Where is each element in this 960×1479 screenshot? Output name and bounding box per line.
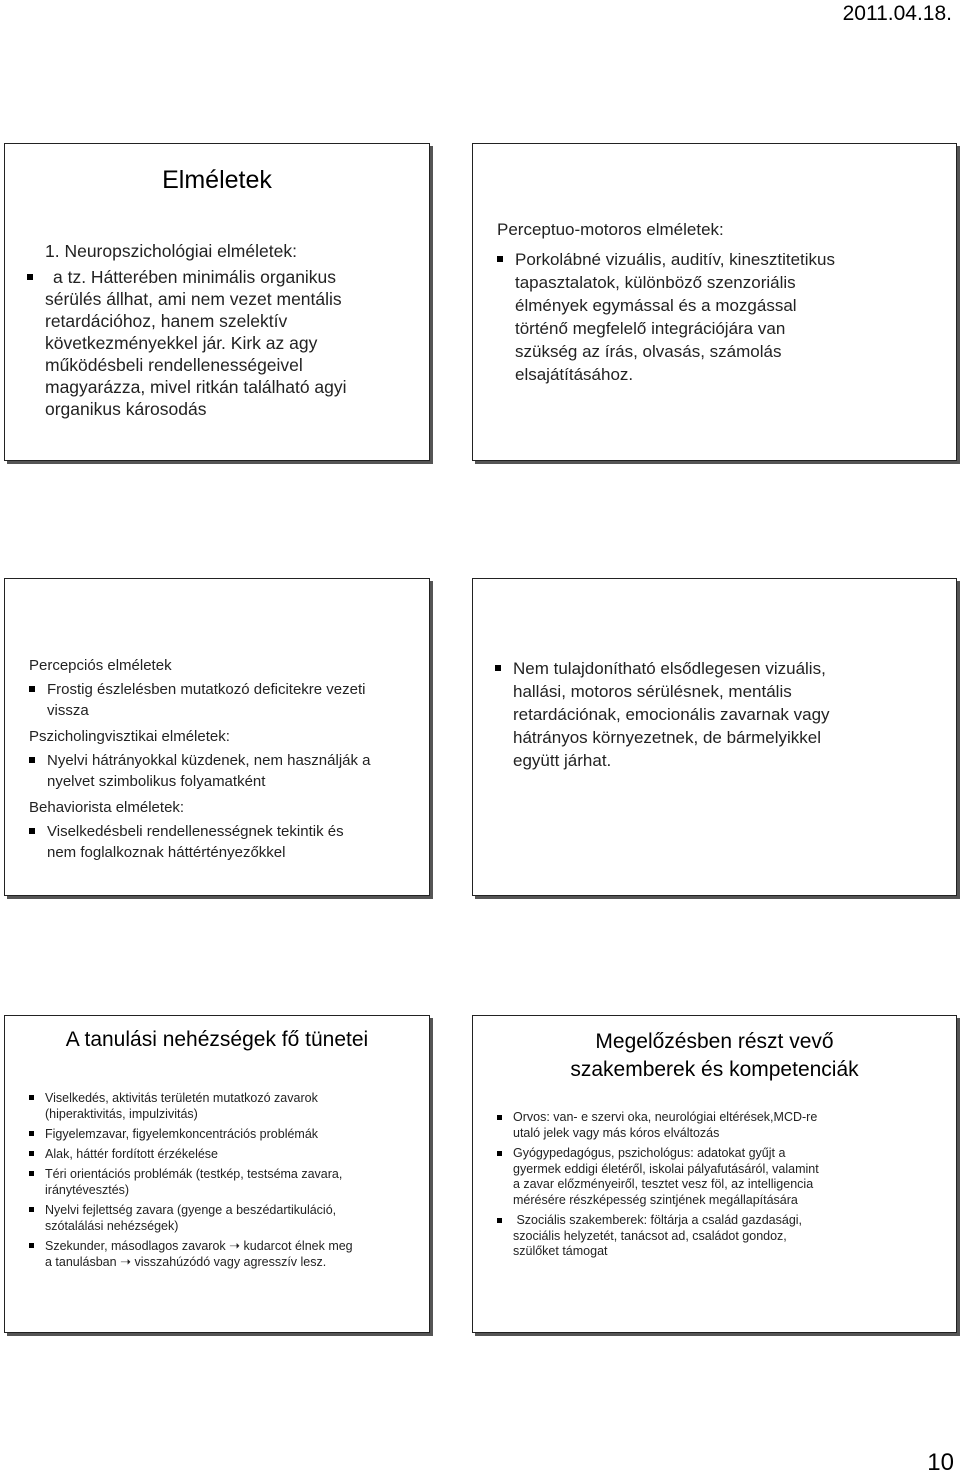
bullet-item [29,1166,353,1198]
slide-heading: 1. Neuropszichológiai elméletek: [45,241,297,261]
bullet-item [497,1110,819,1141]
line: Szociális szakemberek: föltárja a család gazdasági, [513,1213,803,1227]
line: Téri orientációs problémák (testkép, testséma zavara, [45,1167,343,1181]
line [29,1254,353,1270]
slide-elmeletek [4,143,430,461]
bullet-square-icon [29,1243,34,1248]
slide-elmeletek-list [4,578,430,896]
slide-megelozes [472,1015,957,1333]
line: gyermek eddigi életéről, iskolai pályafutásáról, valamint [513,1161,819,1176]
line [29,1238,353,1254]
line: Porkolábné vizuális, auditív, kinesztitetikus [515,250,836,269]
bullet-item [29,1202,353,1234]
text: kudarcot élnek meg [243,1239,353,1253]
title-line: szakemberek és kompetenciák [570,1058,859,1081]
line: utaló jelek vagy más kóros elváltozás [513,1125,720,1140]
bullet-square-icon [29,1131,34,1136]
line: együtt járhat. [513,751,612,770]
slide-nem-tulajdonithato [472,578,957,896]
bullet-square-icon [29,757,35,763]
bullet-square-icon [29,1151,34,1156]
section-heading: Behaviorista elméletek: [29,799,185,816]
line: nyelvet szimbolikus folyamatként [47,773,266,790]
line: (hiperaktivitás, impulzivitás) [45,1107,198,1121]
bullet-item [29,1090,353,1122]
line: Viselkedés, aktivitás területén mutatkozó zavarok [45,1091,318,1105]
bullet-item [29,1238,353,1270]
slide-heading: Perceptuo-motoros elméletek: [497,220,724,239]
slide-title: A tanulási nehézségek fő tünetei [65,1028,369,1051]
bullet-square-icon [27,274,33,280]
bullet-item [27,266,347,420]
bullet-item [29,679,371,721]
line: Frostig észlelésben mutatkozó deficitekre vezeti [47,681,366,698]
text: visszahúzódó vagy agresszív lesz. [134,1255,327,1269]
bullet-item [497,248,835,386]
line: Alak, háttér fordított érzékelése [45,1147,219,1161]
line: organikus károsodás [45,399,207,419]
line: Nem tulajdonítható elsődlegesen vizuális, [513,659,826,678]
line: Nyelvi hátrányokkal küzdenek, nem használják a [47,752,371,769]
line: szótalálási nehézségek) [45,1219,179,1233]
bullet-square-icon [497,1218,502,1223]
line: hallási, motoros sérülésnek, mentális [513,682,792,701]
slide-perceptuo-motoros [472,143,957,461]
line: a zavar előzményeiről, tesztet vesz föl, az intelligencia [513,1177,814,1191]
line: Gyógypedagógus, pszichológus: adatokat gyűjt a [513,1146,786,1160]
bullet-square-icon [29,828,35,834]
arrow-right-icon: ➝ [120,1254,131,1269]
section-heading: Percepciós elméletek [29,657,172,674]
page-number: 10 [927,1449,954,1476]
arrow-right-icon: ➝ [229,1238,241,1253]
bullet-item [495,657,830,772]
line: a tz. Hátterében minimális organikus [53,267,337,287]
line: mérésére részképesség szintjének megállapítására [513,1192,798,1207]
bullet-square-icon [29,686,35,692]
slide-title [473,1028,956,1084]
line: szükség az írás, olvasás, számolás [515,342,782,361]
line: magyarázza, mivel ritkán található agyi [45,377,347,397]
line: vissza [47,702,89,719]
bullet-item [29,750,371,792]
bullet-square-icon [29,1207,34,1212]
title-line: Megelőzésben részt vevő [595,1030,834,1053]
text: Szekunder, másodlagos zavarok [45,1239,226,1253]
bullet-item [497,1146,819,1208]
bullet-square-icon [29,1095,34,1100]
bullet-square-icon [497,256,503,262]
line: sérülés állhat, ami nem vezet mentális [45,289,342,309]
line: történő megfelelő integrációjára van [515,319,786,338]
bullet-item [497,1213,819,1260]
bullet-square-icon [497,1151,502,1156]
line: elsajátításához. [515,365,634,384]
line: hátrányos környezetnek, de bármelyikkel [513,728,822,747]
bullet-item [29,821,371,863]
line: tapasztalatok, különböző szenzoriális [515,273,796,292]
line: szociális helyzetét, tanácsot ad, családot gondoz, [513,1228,787,1243]
slide-title: Elméletek [162,166,272,194]
line: Figyelemzavar, figyelemkoncentrációs problémák [45,1127,319,1141]
bullet-item [29,1146,353,1162]
date-header: 2011.04.18. [842,2,952,25]
line: nem foglalkoznak háttértényezőkkel [47,844,286,861]
bullet-square-icon [497,1115,502,1120]
bullet-square-icon [29,1171,34,1176]
line: élmények egymással és a mozgással [515,296,797,315]
line: retardációhoz, hanem szelektív [45,311,288,331]
bullet-item [29,1126,353,1142]
section-heading: Pszicholingvisztikai elméletek: [29,728,230,745]
line: következményekkel jár. Kirk az agy [45,333,318,353]
line: Viselkedésbeli rendellenességnek tekintik és [47,823,344,840]
line: szülőket támogat [513,1244,608,1258]
line: retardációnak, emocionális zavarnak vagy [513,705,830,724]
text: a tanulásban [45,1255,117,1269]
line: Nyelvi fejlettség zavara (gyenge a beszédartikuláció, [45,1203,337,1217]
line: iránytévesztés) [45,1183,130,1197]
line: működésbeli rendellenességeivel [45,355,303,375]
slide-tunetek [4,1015,430,1333]
line: Orvos: van- e szervi oka, neurológiai eltérések,MCD-re [513,1110,818,1124]
bullet-square-icon [495,665,501,671]
